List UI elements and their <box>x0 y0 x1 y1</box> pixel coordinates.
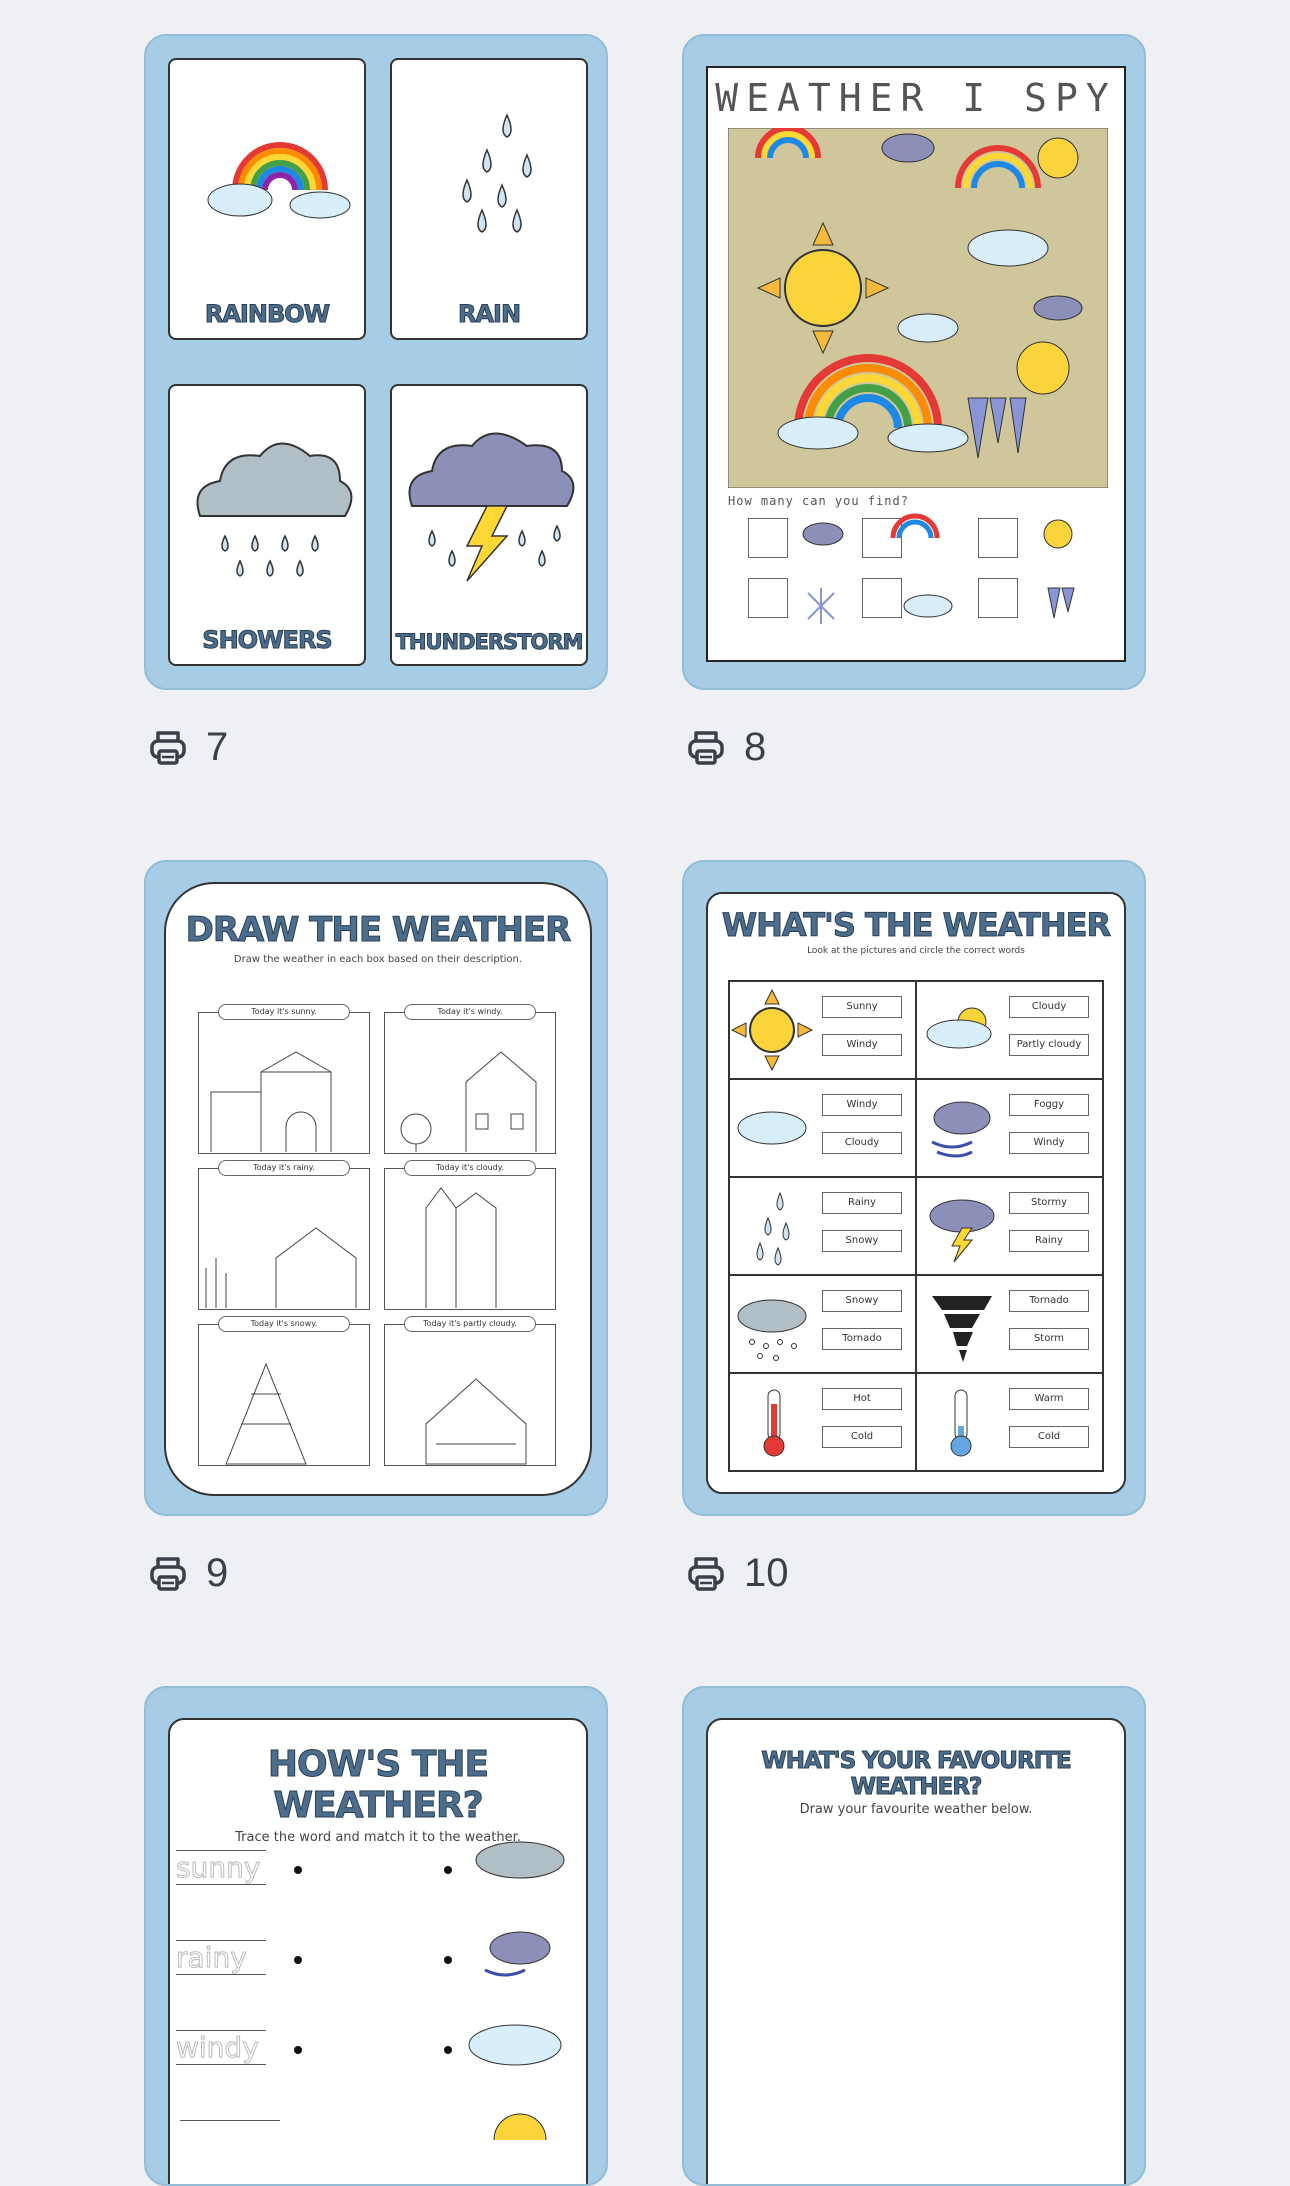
flashcard-thunderstorm <box>390 384 588 666</box>
worksheet-subtitle: Draw your favourite weather below. <box>799 1802 1033 1817</box>
worksheet-sheet <box>706 66 1126 662</box>
choice-cell <box>729 1373 916 1471</box>
choice-option[interactable]: Snowy <box>822 1290 902 1312</box>
choice-option[interactable]: Warm <box>1009 1388 1089 1410</box>
print-count-value: 9 <box>206 1550 229 1595</box>
tornado-icon <box>917 1276 1007 1372</box>
worksheet-subtitle: Draw the weather in each box based on their description. <box>233 954 523 965</box>
choice-option[interactable]: Tornado <box>822 1328 902 1350</box>
worksheet-sheet <box>168 1718 588 2186</box>
draw-box-label: Today it's sunny. <box>218 1004 350 1020</box>
choice-option[interactable]: Storm <box>1009 1328 1089 1350</box>
print-count <box>686 1548 789 1598</box>
worksheet-sheet <box>706 1718 1126 2186</box>
print-count <box>686 722 766 772</box>
rain-icon <box>392 60 588 260</box>
hot-thermometer-icon <box>730 1374 820 1470</box>
draw-box[interactable] <box>384 1324 556 1466</box>
worksheet-title: HOW'S THE WEATHER? <box>267 1744 489 1826</box>
flashcard-rainbow <box>168 58 366 340</box>
i-spy-question: How many can you find? <box>728 494 909 508</box>
trace-word: sunny <box>176 1850 266 1885</box>
worksheet-card-favourite-weather[interactable] <box>682 1686 1146 2186</box>
print-count-value: 7 <box>206 724 229 769</box>
draw-box[interactable] <box>198 1012 370 1154</box>
flashcard-showers <box>168 384 366 666</box>
choice-cell <box>729 981 916 1079</box>
choice-option[interactable]: Windy <box>1009 1132 1089 1154</box>
print-count <box>148 722 228 772</box>
draw-box[interactable] <box>198 1324 370 1466</box>
draw-box[interactable] <box>198 1168 370 1310</box>
worksheet-title: WHAT'S YOUR FAVOURITE WEATHER? <box>761 1748 1071 1800</box>
choice-cell <box>729 1275 916 1373</box>
choice-cell <box>916 981 1103 1079</box>
showers-cloud-icon <box>170 386 366 596</box>
printer-icon <box>686 727 726 767</box>
choice-option[interactable]: Windy <box>822 1094 902 1116</box>
flashcard-label: THUNDERSTORM <box>395 630 583 654</box>
draw-box-label: Today it's snowy. <box>218 1316 350 1332</box>
trace-word: windy <box>176 2030 266 2065</box>
choice-option[interactable]: Cold <box>822 1426 902 1448</box>
flashcard-label: RAIN <box>457 300 521 328</box>
cold-thermometer-icon <box>917 1374 1007 1470</box>
flashcard-rain <box>390 58 588 340</box>
choice-option[interactable]: Cloudy <box>1009 996 1089 1018</box>
choice-table <box>728 980 1104 1472</box>
worksheet-title: DRAW THE WEATHER <box>185 910 571 950</box>
printer-icon <box>148 727 188 767</box>
flashcard-label: SHOWERS <box>202 626 332 654</box>
worksheet-subtitle: Look at the pictures and circle the correct words <box>807 946 1025 956</box>
choice-option[interactable]: Cold <box>1009 1426 1089 1448</box>
flashcard-label: RAINBOW <box>204 300 330 328</box>
choice-cell <box>916 1275 1103 1373</box>
choice-cell <box>916 1079 1103 1177</box>
rainbow-icon <box>170 60 366 260</box>
choice-option[interactable]: Tornado <box>1009 1290 1089 1312</box>
choice-option[interactable]: Snowy <box>822 1230 902 1252</box>
draw-box[interactable] <box>384 1168 556 1310</box>
snow-cloud-icon <box>730 1276 820 1372</box>
worksheet-card-hows-the-weather[interactable] <box>144 1686 608 2186</box>
sun-icon <box>730 982 820 1078</box>
draw-box-label: Today it's windy. <box>404 1004 536 1020</box>
worksheet-sheet <box>164 882 592 1496</box>
print-count <box>148 1548 228 1598</box>
draw-box-label: Today it's cloudy. <box>404 1160 536 1176</box>
matching-dots-and-icons <box>170 1720 588 2140</box>
print-count-value: 10 <box>744 1550 789 1595</box>
thunderstorm-icon <box>917 1178 1007 1274</box>
trace-word: rainy <box>176 1940 266 1975</box>
worksheet-card-flashcards[interactable] <box>144 34 608 690</box>
choice-option[interactable]: Stormy <box>1009 1192 1089 1214</box>
printer-icon <box>148 1553 188 1593</box>
choice-option[interactable]: Sunny <box>822 996 902 1018</box>
thunderstorm-cloud-icon <box>392 386 588 596</box>
draw-box-label: Today it's rainy. <box>218 1160 350 1176</box>
choice-option[interactable]: Rainy <box>822 1192 902 1214</box>
draw-box[interactable] <box>384 1012 556 1154</box>
worksheet-subtitle: Trace the word and match it to the weather. <box>235 1830 521 1845</box>
choice-cell <box>916 1373 1103 1471</box>
draw-box-label: Today it's partly cloudy. <box>404 1316 536 1332</box>
worksheet-card-i-spy[interactable] <box>682 34 1146 690</box>
choice-option[interactable]: Cloudy <box>822 1132 902 1154</box>
i-spy-key-icons <box>708 508 1126 648</box>
worksheet-sheet <box>706 892 1126 1494</box>
worksheet-card-whats-the-weather[interactable] <box>682 860 1146 1516</box>
choice-option[interactable]: Foggy <box>1009 1094 1089 1116</box>
worksheet-card-draw-the-weather[interactable] <box>144 860 608 1516</box>
rain-icon <box>730 1178 820 1274</box>
choice-cell <box>729 1177 916 1275</box>
choice-option[interactable]: Partly cloudy <box>1009 1034 1089 1056</box>
choice-option[interactable]: Rainy <box>1009 1230 1089 1252</box>
choice-cell <box>729 1079 916 1177</box>
printer-icon <box>686 1553 726 1593</box>
choice-option[interactable]: Hot <box>822 1388 902 1410</box>
choice-option[interactable]: Windy <box>822 1034 902 1056</box>
worksheet-title: WHAT'S THE WEATHER <box>721 906 1111 944</box>
choice-cell <box>916 1177 1103 1275</box>
print-count-value: 8 <box>744 724 767 769</box>
worksheet-title: WEATHER I SPY <box>715 76 1117 120</box>
partly-cloudy-icon <box>917 982 1007 1078</box>
i-spy-illustration <box>728 128 1108 488</box>
windy-cloud-icon <box>917 1080 1007 1176</box>
cloud-icon <box>730 1080 820 1176</box>
